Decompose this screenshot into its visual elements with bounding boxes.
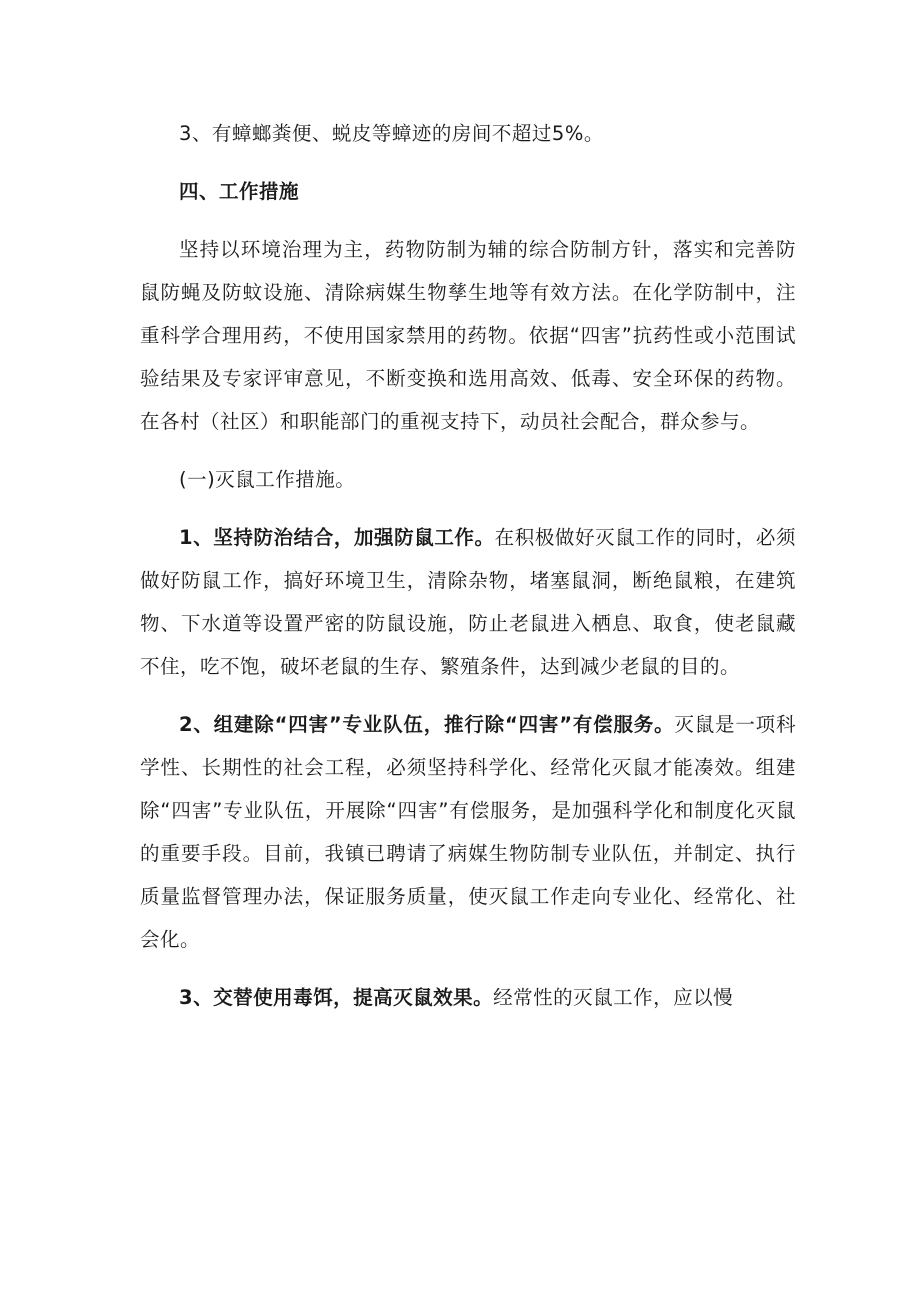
paragraph-text: 灭鼠是一项科学性、长期性的社会工程，必须坚持科学化、经常化灭鼠才能凑效。组建除“四害”专业队伍，开展除“四害”有偿服务，是加强科学化和制度化灭鼠的重要手段。目前，我镇已聘请了病媒生物防制专业队伍，并制定、执行质量监督管理办法，保证服务质量，使灭鼠工作走向专业化、经常化、社会化。	[140, 713, 796, 951]
paragraph-text: 坚持以环境治理为主，药物防制为辅的综合防制方针，落实和完善防鼠防蝇及防蚊设施、清除病媒生物孳生地等有效方法。在化学防制中，注重科学合理用药，不使用国家禁用的药物。依据“四害”抗药性或小范围试验结果及专家评审意见，不断变换和选用高效、低毒、安全环保的药物。在各村（社区）和职能部门的重视支持下，动员社会配合，群众参与。	[140, 238, 796, 433]
paragraph-measure-2	[140, 703, 796, 961]
paragraph-text: 经常性的灭鼠工作，应以慢	[493, 986, 734, 1009]
subsection-heading-rodent-control	[140, 458, 796, 501]
paragraph-text: (一)灭鼠工作措施。	[179, 468, 356, 491]
paragraph-cockroach-criterion	[140, 112, 796, 155]
paragraph-measure-3	[140, 976, 796, 1019]
measure-lead: 3、交替使用毒饵，提高灭鼠效果。	[179, 986, 494, 1009]
section-heading-work-measures	[140, 170, 796, 213]
paragraph-text: 在积极做好灭鼠工作的同时，必须做好防鼠工作，搞好环境卫生，清除杂物，堵塞鼠洞，断绝鼠粮，在建筑物、下水道等设置严密的防鼠设施，防止老鼠进入栖息、取食，使老鼠藏不住，吃不饱，破坏老鼠的生存、繁殖条件，达到减少老鼠的目的。	[140, 526, 796, 678]
paragraph-general-policy	[140, 228, 796, 443]
document-page	[140, 112, 796, 1034]
measure-lead: 1、坚持防治结合，加强防鼠工作。	[179, 526, 495, 549]
heading-text: 四、工作措施	[179, 180, 300, 203]
paragraph-measure-1	[140, 516, 796, 688]
measure-lead: 2、组建除“四害”专业队伍，推行除“四害”有偿服务。	[179, 713, 675, 736]
paragraph-text: 3、有蟑螂粪便、蜕皮等蟑迹的房间不超过5%。	[179, 122, 604, 145]
